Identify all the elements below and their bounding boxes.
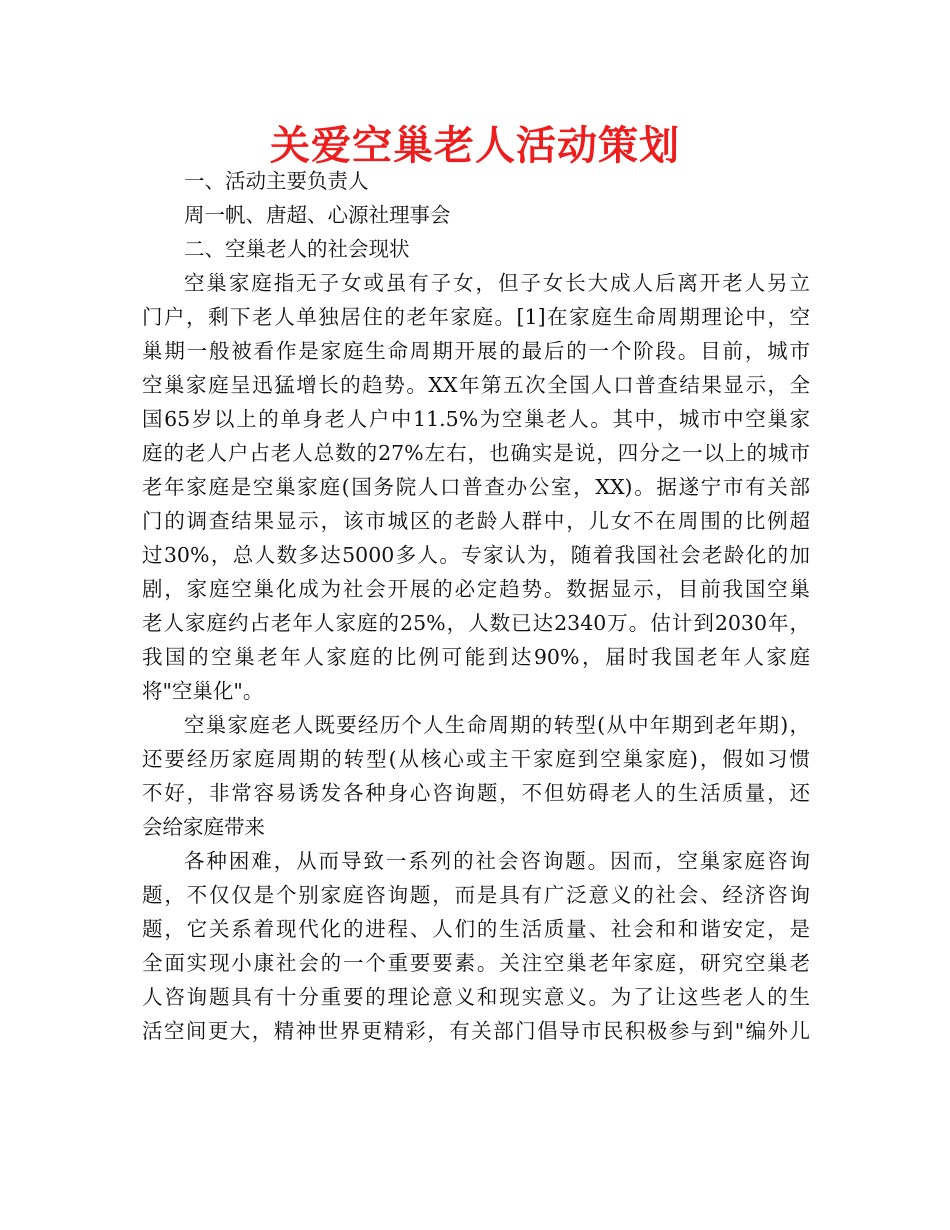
text-line: 老年家庭是空巢家庭(国务院人口普查办公室，XX)。据遂宁市有关部 xyxy=(142,475,810,499)
text-line: 巢期一般被看作是家庭生命周期开展的最后的一个阶段。目前，城市 xyxy=(142,339,810,363)
text-line: 不好，非常容易诱发各种身心咨询题，不但妨碍老人的生活质量，还 xyxy=(142,781,810,805)
paragraph-2 xyxy=(142,708,810,844)
text-line: 门户，剩下老人单独居住的老年家庭。[1]在家庭生命周期理论中，空 xyxy=(142,305,810,329)
text-line: 剧，家庭空巢化成为社会开展的必定趋势。数据显示，目前我国空巢 xyxy=(142,577,810,601)
text-line: 过30%，总人数多达5000多人。专家认为，随着我国社会老龄化的加 xyxy=(142,543,810,567)
text-line: 题，不仅仅是个别家庭咨询题，而是具有广泛意义的社会、经济咨询 xyxy=(142,883,810,907)
text-line: 会给家庭带来 xyxy=(142,815,265,839)
text-line: 活空间更大，精神世界更精彩，有关部门倡导市民积极参与到"编外儿 xyxy=(142,1019,810,1043)
text-line: 门的调查结果显示，该市城区的老龄人群中，儿女不在周围的比例超 xyxy=(142,509,810,533)
text-line: 将"空巢化"。 xyxy=(142,679,264,703)
section-heading-1: 一、活动主要负责人 xyxy=(184,169,369,193)
paragraph-3 xyxy=(142,844,810,1048)
document-title: 关爱空巢老人活动策划 xyxy=(270,123,680,169)
text-line: 人咨询题具有十分重要的理论意义和现实意义。为了让这些老人的生 xyxy=(142,985,810,1009)
document-body xyxy=(142,164,810,1048)
text-line: 题，它关系着现代化的进程、人们的生活质量、社会和和谐安定，是 xyxy=(142,917,810,941)
responsible-people: 周一帆、唐超、心源社理事会 xyxy=(184,203,451,227)
text-line: 老人家庭约占老年人家庭的25%，人数已达2340万。估计到2030年， xyxy=(142,611,810,635)
section-heading-2: 二、空巢老人的社会现状 xyxy=(184,237,410,261)
text-line: 还要经历家庭周期的转型(从核心或主干家庭到空巢家庭)，假如习惯 xyxy=(142,747,810,771)
text-line: 我国的空巢老年人家庭的比例可能到达90%，届时我国老年人家庭 xyxy=(142,645,810,669)
text-line: 国65岁以上的单身老人户中11.5%为空巢老人。其中，城市中空巢家 xyxy=(142,407,810,431)
text-line: 各种困难，从而导致一系列的社会咨询题。因而，空巢家庭咨询 xyxy=(184,849,810,873)
text-line: 空巢家庭呈迅猛增长的趋势。XX年第五次全国人口普查结果显示，全 xyxy=(142,373,810,397)
text-line: 空巢家庭老人既要经历个人生命周期的转型(从中年期到老年期)， xyxy=(184,713,810,737)
text-line: 庭的老人户占老人总数的27%左右，也确实是说，四分之一以上的城市 xyxy=(142,441,810,465)
text-line: 空巢家庭指无子女或虽有子女，但子女长大成人后离开老人另立 xyxy=(184,271,810,295)
text-line: 全面实现小康社会的一个重要要素。关注空巢老年家庭，研究空巢老 xyxy=(142,951,810,975)
paragraph-1 xyxy=(142,266,810,708)
